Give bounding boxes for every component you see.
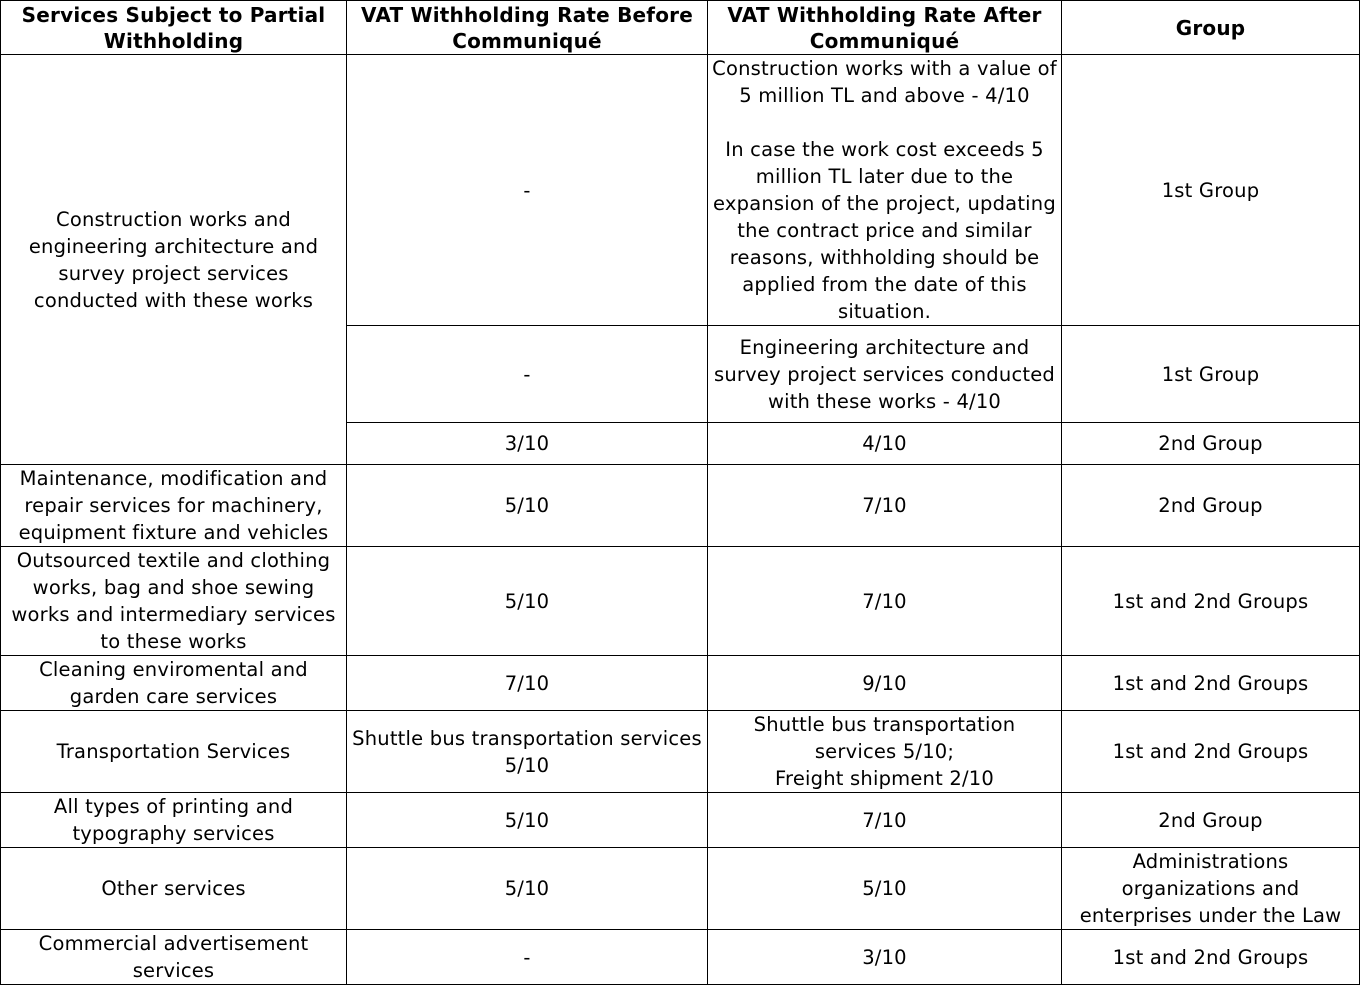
table-row	[1, 711, 1360, 793]
service-cell: Maintenance, modification and repair services for machinery, equipment fixture and vehicles	[1, 465, 347, 547]
table-row	[1, 793, 1360, 848]
rate-before-cell: Shuttle bus transportation services 5/10	[347, 711, 708, 793]
rate-after-cell	[708, 711, 1062, 793]
rate-after-text: Freight shipment 2/10	[775, 767, 994, 790]
rate-after-cell: 7/10	[708, 547, 1062, 656]
rate-after-text: Shuttle bus transportation services 5/10;	[753, 713, 1016, 763]
table-row	[1, 55, 1360, 326]
rate-before-cell: -	[347, 326, 708, 423]
group-cell: 2nd Group	[1062, 465, 1360, 547]
group-cell: 1st Group	[1062, 326, 1360, 423]
service-cell: Cleaning enviromental and garden care services	[1, 656, 347, 711]
rate-after-cell: 7/10	[708, 793, 1062, 848]
rate-before-cell: 5/10	[347, 793, 708, 848]
service-cell: Construction works and engineering architecture and survey project services conducted with these works	[1, 55, 347, 465]
header-rate-after: VAT Withholding Rate After Communiqué	[708, 1, 1062, 55]
service-cell: Outsourced textile and clothing works, bag and shoe sewing works and intermediary services to these works	[1, 547, 347, 656]
group-cell: 1st and 2nd Groups	[1062, 656, 1360, 711]
rate-after-cell: 9/10	[708, 656, 1062, 711]
rate-after-cell: 4/10	[708, 423, 1062, 465]
rate-before-cell: 5/10	[347, 547, 708, 656]
rate-after-text: Construction works with a value of 5 million TL and above - 4/10	[712, 57, 1057, 107]
group-cell: 1st Group	[1062, 55, 1360, 326]
table-row	[1, 465, 1360, 547]
rate-before-cell: 5/10	[347, 848, 708, 930]
group-cell: 2nd Group	[1062, 423, 1360, 465]
rate-after-cell: 3/10	[708, 930, 1062, 985]
group-cell: 1st and 2nd Groups	[1062, 930, 1360, 985]
rate-after-cell: Engineering architecture and survey project services conducted with these works - 4/10	[708, 326, 1062, 423]
table-row	[1, 547, 1360, 656]
rate-after-note: In case the work cost exceeds 5 million TL later due to the expansion of the project, updating the contract price and similar reasons, withholding should be applied from the date of this situation.	[713, 138, 1056, 323]
rate-after-cell: 7/10	[708, 465, 1062, 547]
header-group: Group	[1062, 1, 1360, 55]
spacer	[712, 109, 1057, 136]
table-row	[1, 656, 1360, 711]
group-cell: 1st and 2nd Groups	[1062, 547, 1360, 656]
rate-before-cell: -	[347, 930, 708, 985]
header-row	[1, 1, 1360, 55]
rate-after-cell	[708, 55, 1062, 326]
table-row	[1, 848, 1360, 930]
table-header	[1, 1, 1360, 55]
service-cell: All types of printing and typography services	[1, 793, 347, 848]
service-cell: Transportation Services	[1, 711, 347, 793]
rate-after-cell: 5/10	[708, 848, 1062, 930]
group-cell: 2nd Group	[1062, 793, 1360, 848]
service-cell: Commercial advertisement services	[1, 930, 347, 985]
group-cell: Administrations organizations and enterprises under the Law	[1062, 848, 1360, 930]
service-cell: Other services	[1, 848, 347, 930]
table-body	[1, 55, 1360, 985]
table-row	[1, 930, 1360, 985]
rate-before-cell: 3/10	[347, 423, 708, 465]
rate-before-cell: 7/10	[347, 656, 708, 711]
header-services: Services Subject to Partial Withholding	[1, 1, 347, 55]
rate-before-cell: -	[347, 55, 708, 326]
rate-before-cell: 5/10	[347, 465, 708, 547]
group-cell: 1st and 2nd Groups	[1062, 711, 1360, 793]
header-rate-before: VAT Withholding Rate Before Communiqué	[347, 1, 708, 55]
